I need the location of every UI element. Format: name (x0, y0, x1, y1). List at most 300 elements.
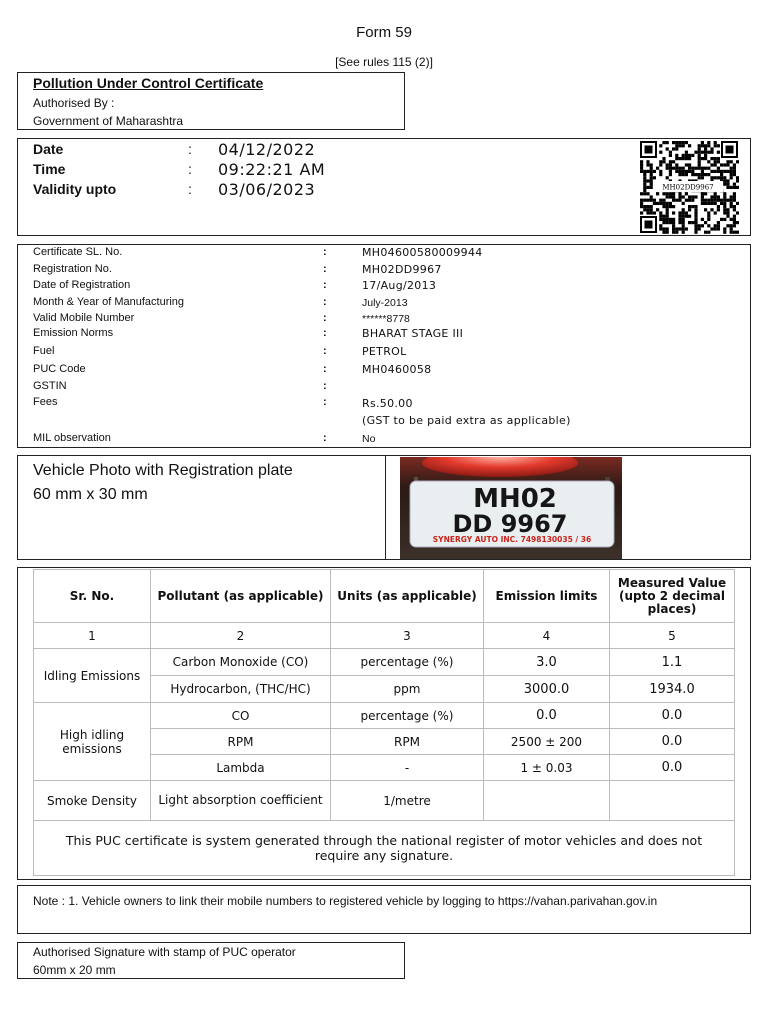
qr-module (726, 170, 729, 173)
qr-module (720, 202, 723, 205)
qr-module (666, 147, 669, 150)
qr-module (659, 202, 662, 205)
measured-cell: 0.0 (610, 755, 735, 781)
qr-module (720, 218, 723, 221)
qr-module (682, 218, 685, 221)
qr-module (736, 211, 739, 214)
qr-module (723, 227, 726, 230)
qr-module (736, 179, 739, 182)
qr-module (698, 144, 701, 147)
qr-module (675, 154, 678, 157)
qr-module (730, 227, 733, 230)
qr-module (662, 192, 665, 195)
table-footer-row (34, 821, 735, 876)
table-row (34, 781, 735, 821)
qr-module (707, 202, 710, 205)
qr-module (723, 179, 726, 182)
qr-module (698, 173, 701, 176)
table-row (34, 703, 735, 729)
qr-module (701, 144, 704, 147)
qr-module (698, 147, 701, 150)
qr-module (640, 163, 643, 166)
qr-module (678, 144, 681, 147)
qr-module (643, 176, 646, 179)
qr-module (653, 211, 656, 214)
qr-module (666, 163, 669, 166)
qr-module (717, 227, 720, 230)
qr-module (710, 147, 713, 150)
qr-module (682, 208, 685, 211)
qr-module (717, 208, 720, 211)
qr-module (650, 195, 653, 198)
qr-module (662, 160, 665, 163)
qr-module (733, 186, 736, 189)
qr-module (672, 227, 675, 230)
qr-module (730, 176, 733, 179)
qr-module (646, 170, 649, 173)
qr-module (733, 170, 736, 173)
system-generated-notice: This PUC certificate is system generated through the national register of motor vehicles and does not require any signature. (34, 821, 735, 876)
qr-module (723, 170, 726, 173)
qr-module (704, 144, 707, 147)
qr-module (678, 195, 681, 198)
qr-module (714, 227, 717, 230)
detail-row (18, 395, 752, 427)
rules-reference: [See rules 115 (2)] (335, 55, 433, 69)
qr-module (646, 208, 649, 211)
qr-module (682, 231, 685, 234)
qr-module (682, 202, 685, 205)
qr-module (723, 211, 726, 214)
qr-module (662, 227, 665, 230)
unit-cell: 1/metre (331, 781, 484, 821)
qr-module (733, 199, 736, 202)
detail-row (18, 344, 752, 360)
qr-module (723, 231, 726, 234)
qr-module (650, 167, 653, 170)
qr-module (682, 224, 685, 227)
qr-module (736, 221, 739, 224)
qr-module (717, 224, 720, 227)
qr-module (669, 205, 672, 208)
qr-module (678, 221, 681, 224)
qr-module (672, 218, 675, 221)
qr-module (717, 160, 720, 163)
qr-module (704, 202, 707, 205)
qr-module (730, 218, 733, 221)
header-units: Units (as applicable) (331, 570, 484, 623)
qr-module (704, 173, 707, 176)
detail-label: GSTIN (33, 380, 67, 392)
qr-module (669, 173, 672, 176)
pollutant-cell: CO (151, 703, 331, 729)
qr-module (707, 215, 710, 218)
qr-module (733, 183, 736, 186)
qr-module (662, 218, 665, 221)
detail-value: MH04600580009944 (362, 246, 483, 259)
qr-module (701, 218, 704, 221)
qr-module (669, 218, 672, 221)
qr-module (682, 221, 685, 224)
qr-module (678, 157, 681, 160)
qr-module (669, 154, 672, 157)
detail-row (18, 262, 752, 278)
qr-module (730, 205, 733, 208)
qr-module (688, 170, 691, 173)
qr-module (707, 151, 710, 154)
qr-module (730, 202, 733, 205)
qr-module (704, 147, 707, 150)
qr-module (698, 154, 701, 157)
plate-dealer: SYNERGY AUTO INC. 7498130035 / 36 (432, 535, 592, 544)
qr-module (672, 211, 675, 214)
qr-module (733, 167, 736, 170)
qr-module (701, 176, 704, 179)
qr-module (710, 208, 713, 211)
qr-module (733, 173, 736, 176)
qr-module (714, 163, 717, 166)
qr-module (694, 227, 697, 230)
qr-module (736, 160, 739, 163)
qr-module (685, 151, 688, 154)
qr-module (685, 141, 688, 144)
qr-module (707, 167, 710, 170)
qr-module (662, 221, 665, 224)
qr-module (672, 195, 675, 198)
qr-module (694, 218, 697, 221)
emission-table-box (17, 567, 751, 880)
qr-module (707, 218, 710, 221)
detail-colon: : (323, 279, 327, 291)
qr-module (675, 227, 678, 230)
detail-colon: : (323, 363, 327, 375)
qr-module (710, 199, 713, 202)
qr-module (650, 199, 653, 202)
column-number: 4 (484, 623, 610, 649)
time-colon: : (188, 161, 192, 177)
detail-value: 17/Aug/2013 (362, 279, 437, 292)
qr-module (666, 141, 669, 144)
qr-module (701, 167, 704, 170)
qr-module (704, 157, 707, 160)
qr-module (675, 147, 678, 150)
certificate-title-box (17, 72, 405, 130)
photo-divider (385, 456, 386, 559)
qr-module (669, 202, 672, 205)
datetime-box (17, 138, 751, 236)
qr-module (643, 186, 646, 189)
limit-cell: 0.0 (484, 703, 610, 729)
qr-module (688, 208, 691, 211)
detail-label: Date of Registration (33, 279, 131, 291)
qr-module (650, 183, 653, 186)
limit-cell: 3.0 (484, 649, 610, 676)
signature-label: Authorised Signature with stamp of PUC operator (33, 945, 296, 959)
detail-value: BHARAT STAGE III (362, 327, 464, 340)
qr-module (675, 163, 678, 166)
qr-module (698, 163, 701, 166)
qr-label: MH02DD9967 (662, 183, 714, 192)
detail-label: Month & Year of Manufacturing (33, 296, 185, 308)
qr-module (650, 205, 653, 208)
qr-module (730, 170, 733, 173)
qr-module (682, 173, 685, 176)
qr-module (717, 199, 720, 202)
detail-label: Fuel (33, 345, 55, 357)
qr-module (707, 141, 710, 144)
qr-module (720, 170, 723, 173)
qr-module (678, 173, 681, 176)
emission-table (33, 569, 735, 876)
qr-module (714, 199, 717, 202)
detail-row (18, 245, 752, 261)
limit-cell: 1 ± 0.03 (484, 755, 610, 781)
table-header-row (34, 570, 735, 623)
detail-colon: : (323, 263, 327, 275)
qr-module (685, 192, 688, 195)
qr-module (698, 224, 701, 227)
qr-module (669, 221, 672, 224)
column-number: 3 (331, 623, 484, 649)
group-smoke-density: Smoke Density (34, 781, 151, 821)
qr-module (675, 167, 678, 170)
detail-label: MIL observation (33, 432, 111, 444)
detail-label: Emission Norms (33, 327, 114, 339)
qr-module (659, 144, 662, 147)
qr-module (694, 151, 697, 154)
note-box (17, 885, 751, 934)
qr-module (653, 199, 656, 202)
authorised-by-label: Authorised By : (33, 96, 115, 110)
qr-module (666, 218, 669, 221)
validity-value: 03/06/2023 (218, 180, 316, 199)
qr-module (717, 151, 720, 154)
qr-module (643, 192, 646, 195)
header-measured-value: Measured Value (upto 2 decimal places) (610, 570, 735, 623)
validity-colon: : (188, 181, 192, 197)
qr-module (736, 176, 739, 179)
table-number-row (34, 623, 735, 649)
qr-module (701, 141, 704, 144)
qr-module (701, 170, 704, 173)
qr-module (685, 173, 688, 176)
pollutant-cell: Carbon Monoxide (CO) (151, 649, 331, 676)
qr-module (704, 167, 707, 170)
qr-module (714, 170, 717, 173)
qr-module (733, 163, 736, 166)
unit-cell: RPM (331, 729, 484, 755)
limit-cell (484, 781, 610, 821)
qr-module (694, 195, 697, 198)
validity-label: Validity upto (33, 181, 117, 197)
detail-colon: : (323, 396, 327, 408)
detail-label: Valid Mobile Number (33, 312, 135, 324)
qr-module (730, 224, 733, 227)
qr-module (714, 157, 717, 160)
qr-module (682, 215, 685, 218)
qr-module (653, 176, 656, 179)
qr-module (691, 195, 694, 198)
pollutant-cell: Lambda (151, 755, 331, 781)
qr-module (669, 163, 672, 166)
signature-box (17, 942, 405, 979)
qr-module (736, 186, 739, 189)
vehicle-details-box (17, 244, 751, 448)
qr-module (640, 160, 643, 163)
unit-cell: - (331, 755, 484, 781)
detail-value: July-2013 (362, 297, 408, 309)
qr-module (726, 199, 729, 202)
qr-module (691, 170, 694, 173)
qr-module (672, 205, 675, 208)
measured-cell: 0.0 (610, 703, 735, 729)
qr-module (656, 208, 659, 211)
qr-module (733, 215, 736, 218)
qr-module (675, 157, 678, 160)
qr-module (710, 202, 713, 205)
qr-module (723, 205, 726, 208)
detail-row (18, 311, 752, 327)
qr-module (714, 144, 717, 147)
qr-module (704, 192, 707, 195)
qr-module (733, 218, 736, 221)
qr-module (685, 170, 688, 173)
qr-module (678, 192, 681, 195)
qr-module (678, 199, 681, 202)
qr-module (698, 151, 701, 154)
pollutant-cell: RPM (151, 729, 331, 755)
qr-module (707, 173, 710, 176)
qr-module (704, 199, 707, 202)
qr-module (698, 160, 701, 163)
column-number: 1 (34, 623, 151, 649)
qr-module (723, 202, 726, 205)
qr-module (698, 157, 701, 160)
qr-module (640, 202, 643, 205)
qr-module (685, 157, 688, 160)
qr-module (730, 186, 733, 189)
signature-size: 60mm x 20 mm (33, 963, 116, 977)
unit-cell: percentage (%) (331, 703, 484, 729)
qr-module (730, 167, 733, 170)
qr-module (694, 173, 697, 176)
qr-module (682, 195, 685, 198)
qr-module (733, 195, 736, 198)
photo-size: 60 mm x 30 mm (33, 486, 148, 503)
qr-module (710, 163, 713, 166)
authority-name: Government of Maharashtra (33, 114, 184, 128)
unit-cell: ppm (331, 676, 484, 703)
qr-module (662, 202, 665, 205)
qr-module (685, 199, 688, 202)
qr-module (659, 151, 662, 154)
qr-module (691, 221, 694, 224)
qr-module (666, 192, 669, 195)
qr-code (639, 140, 739, 234)
qr-module (640, 205, 643, 208)
qr-module (659, 211, 662, 214)
qr-module (662, 205, 665, 208)
detail-row (18, 362, 752, 378)
qr-module (733, 205, 736, 208)
detail-value: No (362, 433, 376, 445)
time-value: 09:22:21 AM (218, 160, 326, 179)
qr-finder-bottom-left (640, 216, 657, 233)
qr-module (666, 167, 669, 170)
qr-module (707, 231, 710, 234)
qr-module (650, 176, 653, 179)
date-label: Date (33, 141, 64, 157)
qr-module (707, 144, 710, 147)
qr-module (678, 215, 681, 218)
qr-module (640, 211, 643, 214)
qr-module (672, 147, 675, 150)
qr-module (726, 163, 729, 166)
qr-module (688, 144, 691, 147)
qr-module (659, 227, 662, 230)
qr-module (666, 227, 669, 230)
qr-module (730, 173, 733, 176)
qr-module (669, 167, 672, 170)
qr-module (685, 163, 688, 166)
qr-module (685, 154, 688, 157)
qr-module (720, 176, 723, 179)
detail-colon: : (323, 246, 327, 258)
qr-module (710, 151, 713, 154)
qr-module (707, 160, 710, 163)
limit-cell: 3000.0 (484, 676, 610, 703)
qr-module (666, 211, 669, 214)
qr-module (701, 157, 704, 160)
qr-module (666, 205, 669, 208)
qr-module (717, 195, 720, 198)
detail-label: Fees (33, 396, 58, 408)
qr-module (678, 170, 681, 173)
qr-module (701, 195, 704, 198)
qr-module (726, 183, 729, 186)
qr-module (723, 192, 726, 195)
qr-module (717, 170, 720, 173)
qr-module (726, 215, 729, 218)
qr-module (704, 154, 707, 157)
qr-module (669, 170, 672, 173)
qr-module (701, 151, 704, 154)
qr-module (643, 173, 646, 176)
qr-module (646, 179, 649, 182)
qr-module (736, 202, 739, 205)
qr-module (659, 173, 662, 176)
vehicle-photo-box (17, 455, 751, 560)
pollutant-cell: Hydrocarbon, (THC/HC) (151, 676, 331, 703)
qr-module (717, 144, 720, 147)
column-number: 2 (151, 623, 331, 649)
qr-finder-top-right (721, 141, 738, 158)
qr-module (714, 192, 717, 195)
qr-module (656, 202, 659, 205)
detail-value: MH0460058 (362, 363, 432, 376)
detail-row (18, 278, 752, 294)
qr-module (714, 160, 717, 163)
qr-module (726, 208, 729, 211)
qr-module (694, 208, 697, 211)
qr-module (682, 167, 685, 170)
qr-module (688, 221, 691, 224)
qr-module (701, 224, 704, 227)
qr-module (726, 186, 729, 189)
qr-module (688, 215, 691, 218)
qr-module (669, 151, 672, 154)
qr-module (707, 224, 710, 227)
